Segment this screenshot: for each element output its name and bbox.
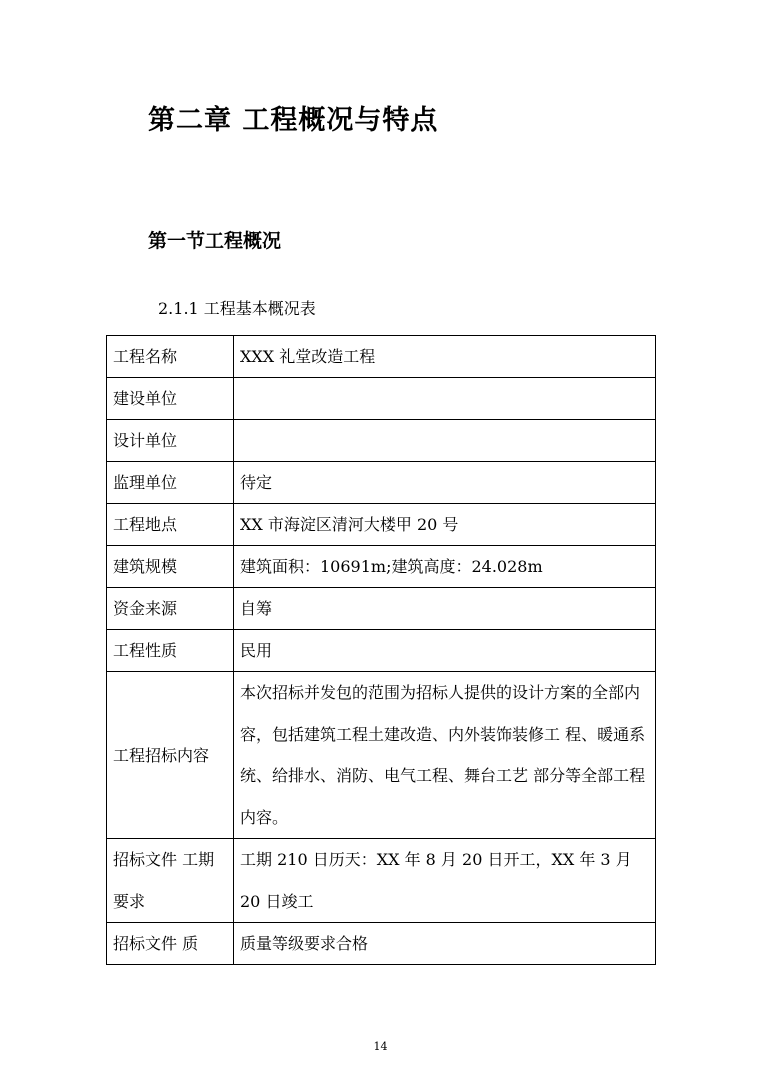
table-row <box>107 546 656 588</box>
table-row <box>107 336 656 378</box>
row-value-designer <box>234 420 656 462</box>
row-value-supervisor: 待定 <box>234 462 656 504</box>
table-row <box>107 630 656 672</box>
row-value-nature: 民用 <box>234 630 656 672</box>
row-value-funding: 自筹 <box>234 588 656 630</box>
row-label-scale: 建筑规模 <box>107 546 234 588</box>
row-value-location: XX 市海淀区清河大楼甲 20 号 <box>234 504 656 546</box>
table-row <box>107 839 656 923</box>
row-label-client: 建设单位 <box>107 378 234 420</box>
row-label-bid-content: 工程招标内容 <box>107 672 234 839</box>
row-label-project-name: 工程名称 <box>107 336 234 378</box>
row-value-scale: 建筑面积：10691m;建筑高度：24.028m <box>234 546 656 588</box>
table-row <box>107 588 656 630</box>
row-label-funding: 资金来源 <box>107 588 234 630</box>
row-label-quality: 招标文件 质 <box>107 923 234 965</box>
row-value-schedule: 工期 210 日历天：XX 年 8 月 20 日开工，XX 年 3 月 20 日竣工 <box>234 839 656 923</box>
table-caption: 2.1.1 工程基本概况表 <box>158 299 316 318</box>
row-label-location: 工程地点 <box>107 504 234 546</box>
row-label-nature: 工程性质 <box>107 630 234 672</box>
chapter-title: 第二章 工程概况与特点 <box>148 105 439 136</box>
table-row <box>107 378 656 420</box>
table-row <box>107 923 656 965</box>
page-number: 14 <box>373 1040 388 1053</box>
table-row <box>107 420 656 462</box>
row-label-schedule: 招标文件 工期要求 <box>107 839 234 923</box>
row-value-project-name: XXX 礼堂改造工程 <box>234 336 656 378</box>
row-value-client <box>234 378 656 420</box>
row-label-designer: 设计单位 <box>107 420 234 462</box>
table-row <box>107 672 656 839</box>
table-row <box>107 462 656 504</box>
row-value-quality: 质量等级要求合格 <box>234 923 656 965</box>
row-value-bid-content: 本次招标并发包的范围为招标人提供的设计方案的全部内容，包括建筑工程土建改造、内外装饰装修工 程、暖通系统、给排水、消防、电气工程、舞台工艺 部分等全部工程内容。 <box>234 672 656 839</box>
table-row <box>107 504 656 546</box>
project-overview-table <box>106 335 656 965</box>
section-title: 第一节工程概况 <box>148 230 282 252</box>
row-label-supervisor: 监理单位 <box>107 462 234 504</box>
